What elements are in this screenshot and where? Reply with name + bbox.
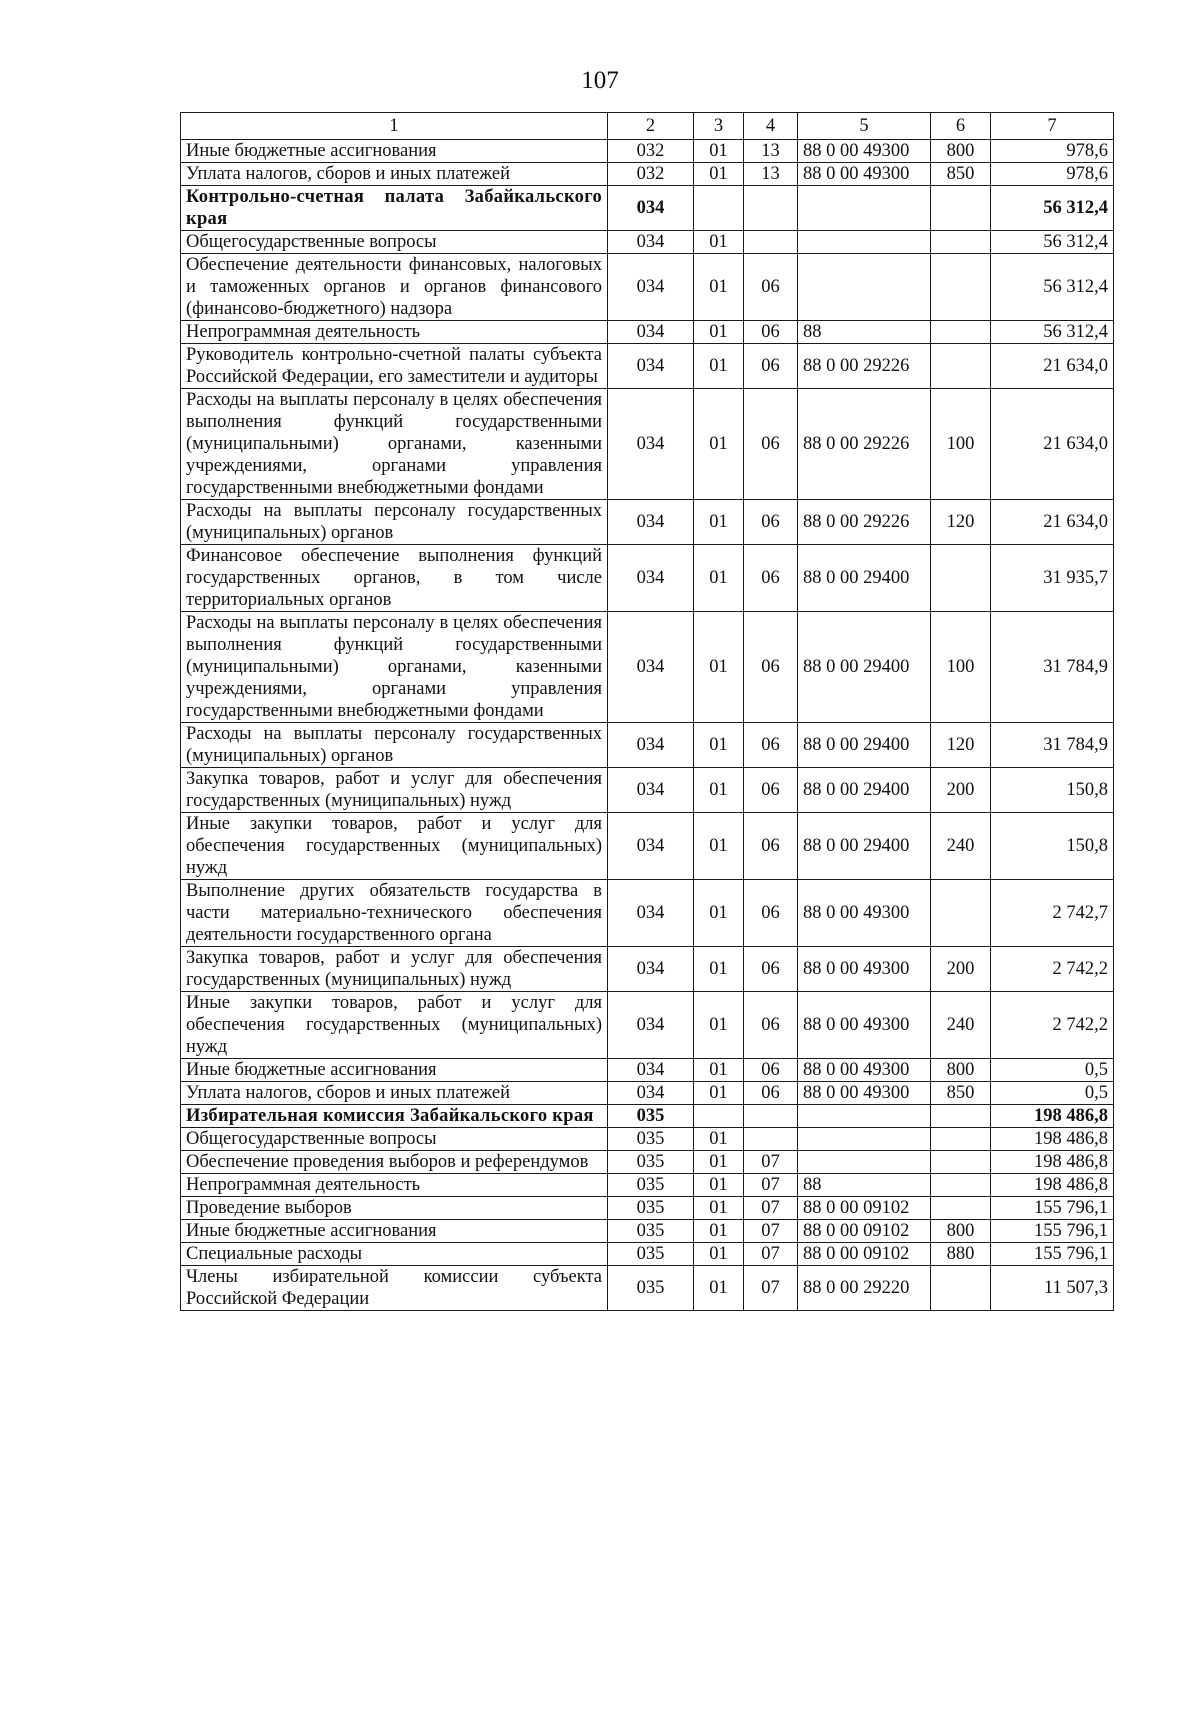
code-5-cell: 88 0 00 29400 [798, 768, 931, 813]
code-5-cell: 88 0 00 49300 [798, 947, 931, 992]
code-5-cell [798, 186, 931, 231]
amount-cell: 198 486,8 [991, 1105, 1114, 1128]
table-row [181, 140, 1114, 163]
code-5-cell: 88 0 00 09102 [798, 1243, 931, 1266]
code-3-cell: 01 [694, 880, 744, 947]
header-row [181, 113, 1114, 140]
code-4-cell: 06 [744, 992, 798, 1059]
item-name-cell: Расходы на выплаты персоналу в целях обеспечения выполнения функций государственными (муниципальными) органами, казенными учреждениями, органами управления государственными внебюджетными фондами [181, 612, 608, 723]
code-6-cell [931, 1197, 991, 1220]
item-name-cell: Расходы на выплаты персоналу государственных (муниципальных) органов [181, 500, 608, 545]
code-2-cell: 035 [608, 1151, 694, 1174]
item-name-cell: Иные закупки товаров, работ и услуг для обеспечения государственных (муниципальных) нужд [181, 813, 608, 880]
code-5-cell: 88 [798, 321, 931, 344]
item-name-cell: Выполнение других обязательств государства в части материально-технического обеспечения деятельности государственного органа [181, 880, 608, 947]
code-3-cell: 01 [694, 1059, 744, 1082]
amount-cell: 56 312,4 [991, 254, 1114, 321]
code-6-cell [931, 1151, 991, 1174]
code-4-cell: 07 [744, 1174, 798, 1197]
code-2-cell: 034 [608, 254, 694, 321]
code-6-cell: 200 [931, 947, 991, 992]
code-5-cell: 88 0 00 29226 [798, 389, 931, 500]
item-name-cell: Избирательная комиссия Забайкальского края [181, 1105, 608, 1128]
code-6-cell: 880 [931, 1243, 991, 1266]
code-4-cell [744, 231, 798, 254]
item-name-cell: Закупка товаров, работ и услуг для обеспечения государственных (муниципальных) нужд [181, 947, 608, 992]
header-cell-5: 5 [798, 113, 931, 140]
table-row [181, 723, 1114, 768]
amount-cell: 198 486,8 [991, 1174, 1114, 1197]
code-2-cell: 034 [608, 545, 694, 612]
code-2-cell: 034 [608, 880, 694, 947]
item-name-cell: Непрограммная деятельность [181, 1174, 608, 1197]
code-2-cell: 035 [608, 1128, 694, 1151]
code-5-cell: 88 0 00 09102 [798, 1197, 931, 1220]
code-2-cell: 034 [608, 813, 694, 880]
amount-cell: 978,6 [991, 163, 1114, 186]
table-row [181, 321, 1114, 344]
code-3-cell: 01 [694, 1220, 744, 1243]
code-2-cell: 034 [608, 992, 694, 1059]
code-3-cell: 01 [694, 1197, 744, 1220]
code-3-cell: 01 [694, 1082, 744, 1105]
code-4-cell: 07 [744, 1220, 798, 1243]
code-6-cell: 800 [931, 1059, 991, 1082]
code-6-cell: 100 [931, 389, 991, 500]
code-5-cell: 88 0 00 29400 [798, 813, 931, 880]
amount-cell: 31 784,9 [991, 723, 1114, 768]
code-4-cell: 06 [744, 389, 798, 500]
code-5-cell: 88 0 00 49300 [798, 163, 931, 186]
code-5-cell: 88 0 00 49300 [798, 140, 931, 163]
header-cell-7: 7 [991, 113, 1114, 140]
code-2-cell: 034 [608, 186, 694, 231]
table-row [181, 992, 1114, 1059]
code-5-cell [798, 1128, 931, 1151]
amount-cell: 155 796,1 [991, 1197, 1114, 1220]
code-2-cell: 034 [608, 1082, 694, 1105]
code-2-cell: 034 [608, 500, 694, 545]
code-5-cell: 88 0 00 09102 [798, 1220, 931, 1243]
code-4-cell: 07 [744, 1151, 798, 1174]
amount-cell: 31 784,9 [991, 612, 1114, 723]
item-name-cell: Члены избирательной комиссии субъекта Российской Федерации [181, 1266, 608, 1311]
code-2-cell: 034 [608, 768, 694, 813]
table-row [181, 1266, 1114, 1311]
code-3-cell: 01 [694, 1266, 744, 1311]
table-row [181, 163, 1114, 186]
item-name-cell: Финансовое обеспечение выполнения функций государственных органов, в том числе территориальных органов [181, 545, 608, 612]
code-6-cell [931, 880, 991, 947]
code-3-cell: 01 [694, 321, 744, 344]
table-row [181, 500, 1114, 545]
code-5-cell: 88 0 00 29400 [798, 612, 931, 723]
code-3-cell: 01 [694, 723, 744, 768]
code-2-cell: 034 [608, 947, 694, 992]
amount-cell: 150,8 [991, 768, 1114, 813]
code-5-cell: 88 0 00 49300 [798, 880, 931, 947]
code-5-cell: 88 0 00 49300 [798, 1059, 931, 1082]
code-3-cell [694, 186, 744, 231]
code-3-cell: 01 [694, 1151, 744, 1174]
code-5-cell [798, 231, 931, 254]
item-name-cell: Иные бюджетные ассигнования [181, 140, 608, 163]
header-cell-3: 3 [694, 113, 744, 140]
amount-cell: 198 486,8 [991, 1128, 1114, 1151]
table-body [181, 113, 1114, 1311]
header-cell-6: 6 [931, 113, 991, 140]
table-row [181, 1151, 1114, 1174]
amount-cell: 198 486,8 [991, 1151, 1114, 1174]
code-3-cell: 01 [694, 344, 744, 389]
code-3-cell: 01 [694, 1174, 744, 1197]
code-3-cell: 01 [694, 389, 744, 500]
amount-cell: 155 796,1 [991, 1220, 1114, 1243]
code-5-cell [798, 1151, 931, 1174]
code-4-cell [744, 186, 798, 231]
code-3-cell [694, 1105, 744, 1128]
code-2-cell: 034 [608, 1059, 694, 1082]
header-cell-1: 1 [181, 113, 608, 140]
code-6-cell: 850 [931, 1082, 991, 1105]
table-row [181, 254, 1114, 321]
code-6-cell: 120 [931, 500, 991, 545]
amount-cell: 0,5 [991, 1059, 1114, 1082]
amount-cell: 31 935,7 [991, 545, 1114, 612]
code-4-cell: 06 [744, 254, 798, 321]
header-cell-2: 2 [608, 113, 694, 140]
table-row [181, 545, 1114, 612]
page-number: 107 [581, 67, 619, 94]
code-3-cell: 01 [694, 612, 744, 723]
amount-cell: 978,6 [991, 140, 1114, 163]
code-2-cell: 035 [608, 1266, 694, 1311]
item-name-cell: Иные бюджетные ассигнования [181, 1059, 608, 1082]
amount-cell: 21 634,0 [991, 344, 1114, 389]
item-name-cell: Непрограммная деятельность [181, 321, 608, 344]
amount-cell: 150,8 [991, 813, 1114, 880]
code-5-cell: 88 0 00 29226 [798, 344, 931, 389]
code-6-cell: 120 [931, 723, 991, 768]
code-2-cell: 032 [608, 163, 694, 186]
table-row [181, 231, 1114, 254]
item-name-cell: Руководитель контрольно-счетной палаты субъекта Российской Федерации, его заместители и аудиторы [181, 344, 608, 389]
table-row [181, 768, 1114, 813]
code-6-cell [931, 254, 991, 321]
code-3-cell: 01 [694, 163, 744, 186]
amount-cell: 11 507,3 [991, 1266, 1114, 1311]
code-4-cell: 06 [744, 813, 798, 880]
code-6-cell [931, 1266, 991, 1311]
code-4-cell: 06 [744, 321, 798, 344]
code-3-cell: 01 [694, 813, 744, 880]
code-6-cell: 800 [931, 140, 991, 163]
code-5-cell: 88 0 00 49300 [798, 992, 931, 1059]
code-4-cell: 07 [744, 1243, 798, 1266]
code-3-cell: 01 [694, 1128, 744, 1151]
code-5-cell [798, 1105, 931, 1128]
table-row [181, 1243, 1114, 1266]
code-4-cell: 06 [744, 612, 798, 723]
code-5-cell: 88 [798, 1174, 931, 1197]
code-4-cell: 06 [744, 1082, 798, 1105]
code-6-cell [931, 1128, 991, 1151]
code-6-cell: 200 [931, 768, 991, 813]
code-2-cell: 034 [608, 231, 694, 254]
amount-cell: 155 796,1 [991, 1243, 1114, 1266]
item-name-cell: Обеспечение проведения выборов и референдумов [181, 1151, 608, 1174]
code-3-cell: 01 [694, 947, 744, 992]
code-3-cell: 01 [694, 992, 744, 1059]
item-name-cell: Уплата налогов, сборов и иных платежей [181, 163, 608, 186]
code-3-cell: 01 [694, 140, 744, 163]
code-6-cell: 100 [931, 612, 991, 723]
item-name-cell: Общегосударственные вопросы [181, 1128, 608, 1151]
code-2-cell: 035 [608, 1220, 694, 1243]
item-name-cell: Иные закупки товаров, работ и услуг для обеспечения государственных (муниципальных) нужд [181, 992, 608, 1059]
amount-cell: 56 312,4 [991, 231, 1114, 254]
code-6-cell [931, 545, 991, 612]
table-row [181, 880, 1114, 947]
code-3-cell: 01 [694, 500, 744, 545]
table-row [181, 1197, 1114, 1220]
code-4-cell [744, 1105, 798, 1128]
code-6-cell [931, 321, 991, 344]
code-5-cell: 88 0 00 29400 [798, 545, 931, 612]
code-6-cell [931, 1174, 991, 1197]
code-2-cell: 034 [608, 389, 694, 500]
code-6-cell: 800 [931, 1220, 991, 1243]
code-4-cell: 06 [744, 947, 798, 992]
code-4-cell: 06 [744, 723, 798, 768]
amount-cell: 56 312,4 [991, 321, 1114, 344]
item-name-cell: Специальные расходы [181, 1243, 608, 1266]
table-row [181, 344, 1114, 389]
code-2-cell: 032 [608, 140, 694, 163]
table-row [181, 813, 1114, 880]
item-name-cell: Расходы на выплаты персоналу государственных (муниципальных) органов [181, 723, 608, 768]
code-2-cell: 035 [608, 1174, 694, 1197]
amount-cell: 21 634,0 [991, 389, 1114, 500]
code-5-cell: 88 0 00 29220 [798, 1266, 931, 1311]
code-6-cell [931, 1105, 991, 1128]
code-2-cell: 035 [608, 1243, 694, 1266]
code-2-cell: 035 [608, 1197, 694, 1220]
code-2-cell: 034 [608, 723, 694, 768]
code-2-cell: 034 [608, 344, 694, 389]
code-4-cell: 07 [744, 1197, 798, 1220]
code-6-cell: 240 [931, 992, 991, 1059]
item-name-cell: Закупка товаров, работ и услуг для обеспечения государственных (муниципальных) нужд [181, 768, 608, 813]
code-4-cell: 06 [744, 768, 798, 813]
table-row [181, 1220, 1114, 1243]
code-5-cell [798, 254, 931, 321]
amount-cell: 0,5 [991, 1082, 1114, 1105]
code-3-cell: 01 [694, 1243, 744, 1266]
table-row [181, 1105, 1114, 1128]
code-4-cell: 06 [744, 344, 798, 389]
item-name-cell: Проведение выборов [181, 1197, 608, 1220]
budget-table [180, 112, 1114, 1311]
code-6-cell: 850 [931, 163, 991, 186]
code-4-cell: 06 [744, 500, 798, 545]
table-row [181, 186, 1114, 231]
table-row [181, 1128, 1114, 1151]
code-3-cell: 01 [694, 768, 744, 813]
code-4-cell: 06 [744, 545, 798, 612]
code-6-cell [931, 186, 991, 231]
code-5-cell: 88 0 00 49300 [798, 1082, 931, 1105]
code-6-cell: 240 [931, 813, 991, 880]
code-3-cell: 01 [694, 545, 744, 612]
code-4-cell: 07 [744, 1266, 798, 1311]
amount-cell: 2 742,2 [991, 992, 1114, 1059]
table-row [181, 947, 1114, 992]
amount-cell: 2 742,7 [991, 880, 1114, 947]
code-5-cell: 88 0 00 29226 [798, 500, 931, 545]
amount-cell: 2 742,2 [991, 947, 1114, 992]
code-2-cell: 034 [608, 612, 694, 723]
code-2-cell: 034 [608, 321, 694, 344]
code-3-cell: 01 [694, 254, 744, 321]
code-6-cell [931, 231, 991, 254]
code-4-cell [744, 1128, 798, 1151]
table-row [181, 389, 1114, 500]
table-row [181, 1174, 1114, 1197]
code-5-cell: 88 0 00 29400 [798, 723, 931, 768]
item-name-cell: Расходы на выплаты персоналу в целях обеспечения выполнения функций государственными (муниципальными) органами, казенными учреждениями, органами управления государственными внебюджетными фондами [181, 389, 608, 500]
item-name-cell: Общегосударственные вопросы [181, 231, 608, 254]
header-cell-4: 4 [744, 113, 798, 140]
code-3-cell: 01 [694, 231, 744, 254]
item-name-cell: Уплата налогов, сборов и иных платежей [181, 1082, 608, 1105]
table-row [181, 1059, 1114, 1082]
code-4-cell: 13 [744, 140, 798, 163]
code-4-cell: 06 [744, 880, 798, 947]
item-name-cell: Обеспечение деятельности финансовых, налоговых и таможенных органов и органов финансового (финансово-бюджетного) надзора [181, 254, 608, 321]
code-2-cell: 035 [608, 1105, 694, 1128]
item-name-cell: Иные бюджетные ассигнования [181, 1220, 608, 1243]
code-6-cell [931, 344, 991, 389]
table-row [181, 1082, 1114, 1105]
code-4-cell: 13 [744, 163, 798, 186]
item-name-cell: Контрольно-счетная палата Забайкальского края [181, 186, 608, 231]
table-row [181, 612, 1114, 723]
code-4-cell: 06 [744, 1059, 798, 1082]
amount-cell: 56 312,4 [991, 186, 1114, 231]
amount-cell: 21 634,0 [991, 500, 1114, 545]
